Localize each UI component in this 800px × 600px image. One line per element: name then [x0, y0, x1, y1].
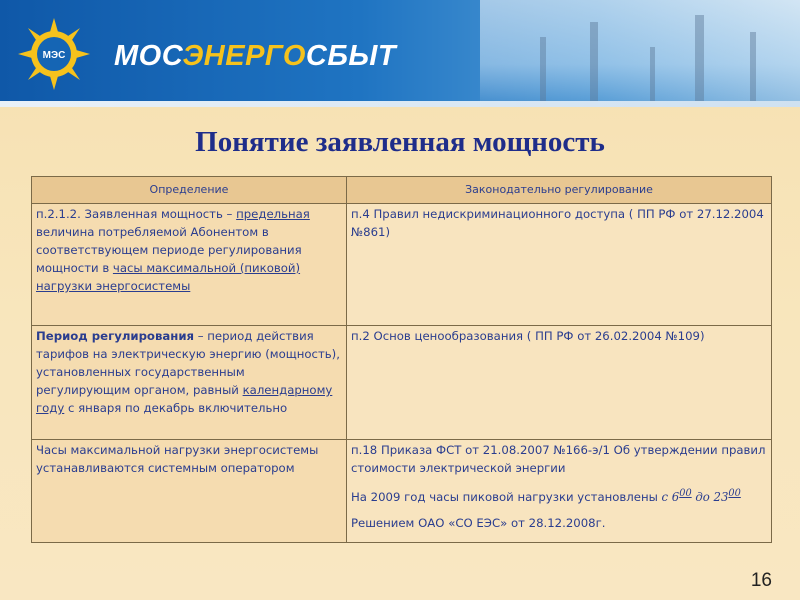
cell-text: На 2009 год часы пиковой нагрузки установлены: [351, 489, 662, 504]
underlined-term: календарному году: [36, 383, 333, 415]
regulation-paragraph: Решением ОАО «СО ЕЭС» от 28.12.2008г.: [351, 515, 606, 530]
power-tower: [540, 37, 546, 107]
brand-part-energo: ЭНЕРГО: [182, 40, 306, 72]
column-header-regulation: Законодательно регулирование: [347, 177, 772, 204]
regulation-cell: [347, 440, 772, 543]
definition-cell: [32, 326, 347, 440]
bold-term: Период регулирования: [36, 329, 195, 343]
definition-cell: Часы максимальной нагрузки энергосистемы устанавливаются системным оператором: [32, 440, 347, 543]
header-banner: [0, 0, 800, 107]
page-number: 16: [750, 570, 772, 591]
table-row: [32, 204, 772, 326]
regulation-cell: п.4 Правил недискриминационного доступа ( ПП РФ от 27.12.2004 №861): [347, 204, 772, 326]
regulation-paragraph: п.18 Приказа ФСТ от 21.08.2007 №166-э/1 Об утверждении правил стоимости электрической энергии: [351, 443, 766, 475]
brand-name: [114, 40, 396, 73]
hours-to: до 23: [691, 489, 729, 504]
hours-from-minutes: 00: [679, 488, 692, 499]
table-row: [32, 440, 772, 543]
cell-text: п.2.1.2. Заявленная мощность –: [36, 207, 237, 221]
page-title: Понятие заявленная мощность: [195, 126, 605, 158]
cell-text: – период действия тарифов на электрическую энергию (мощность), установленных государственным регулирующим органом, равный: [36, 329, 340, 397]
header-strip: [0, 101, 800, 107]
hours-to-minutes: 00: [728, 488, 741, 499]
regulation-paragraph: [351, 485, 767, 506]
cell-text: величина потребляемой Абонентом в соответствующем периоде регулирования мощности в: [36, 225, 302, 275]
regulation-cell: п.2 Основ ценообразования ( ПП РФ от 26.02.2004 №109): [347, 326, 772, 440]
sun-logo-icon: [16, 16, 92, 92]
hours-from: с 6: [661, 489, 680, 504]
power-tower: [750, 32, 756, 107]
logo-text: МЭС: [42, 50, 66, 61]
underlined-term: предельная: [236, 207, 310, 221]
header-photo: [480, 0, 800, 107]
power-tower: [650, 47, 655, 107]
table-row: [32, 326, 772, 440]
definition-cell: [32, 204, 347, 326]
power-tower: [695, 15, 704, 107]
power-tower: [590, 22, 598, 107]
definitions-table: [31, 176, 772, 543]
cell-text: с января по декабрь включительно: [64, 401, 288, 415]
brand-part-mos: МОС: [114, 40, 183, 72]
brand-part-sbyt: СБЫТ: [305, 40, 397, 72]
column-header-definition: Определение: [32, 177, 347, 204]
underlined-term: часы максимальной (пиковой) нагрузки энергосистемы: [36, 261, 301, 293]
